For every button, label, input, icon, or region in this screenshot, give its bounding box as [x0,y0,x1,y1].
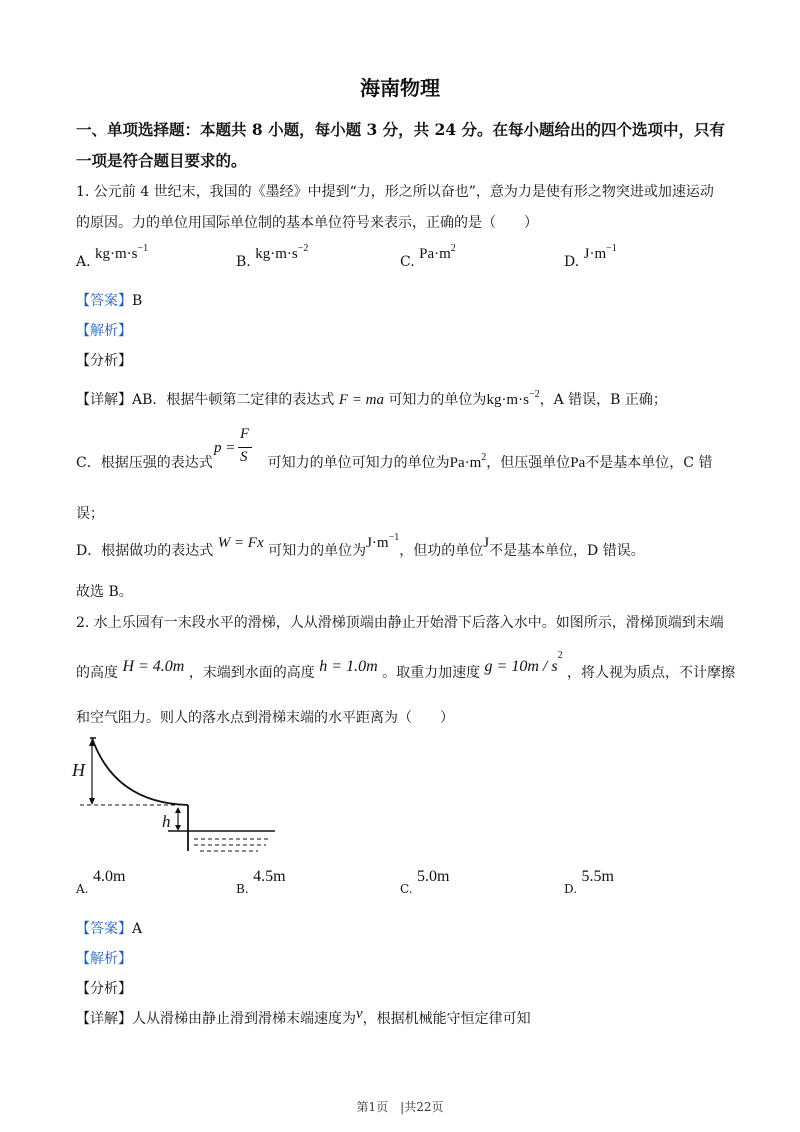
q2-stem-line2: 的高度 H = 4.0m ，末端到水面的高度 h = 1.0m 。取重力加速度 $g = 10m / s^2$ ，将人视为质点，不计摩擦 [76,650,736,681]
fraction-bar [238,447,252,448]
q2-fenxi-label: 【分析】 [76,981,132,997]
q1-detail-ab: 【详解】AB．根据牛顿第二定律的表达式 F = ma 可知力的单位为$kg\cdot m\cdot s^{-2}$，A 错误，B 正确； [76,389,667,408]
pressure-formula-lhs: p = [214,440,236,456]
section-heading: 一、单项选择题：本题共 8 小题，每小题 3 分，共 24 分。在每小题给出的四个选项中，只有 [76,120,726,139]
q1-conclusion: 故选 B。 [76,584,133,600]
section-heading-cont: 一项是符合题目要求的。 [76,151,247,170]
q1-option-a: A. $kg\cdot m\cdot s^{-1}$ [76,243,149,270]
q1-detail-c-cont: 误； [76,506,104,522]
q1-answer: 【答案】B [76,293,143,309]
q2-stem-line3: 和空气阻力。则人的落水点到滑梯末端的水平距离为（ ） [76,710,454,726]
q2-option-b: B. 4.5m [236,868,286,896]
q1-option-d: D. $J\cdot m^{-1}$ [564,243,617,270]
fig-label-H: H [72,760,85,780]
q1-stem-line2: 的原因。力的单位用国际单位制的基本单位符号来表示，正确的是（ ） [76,215,538,231]
q1-analysis-label: 【解析】 [76,323,132,339]
q2-stem-line1: 2. 水上乐园有一末段水平的滑梯，人从滑梯顶端由静止开始滑下后落入水中。如图所示，滑梯顶端到末端 [76,615,724,631]
fig-label-h: h [162,812,171,831]
q2-option-d: D. 5.5m [564,868,614,896]
q1-detail-c: C．根据压强的表达式 可知力的单位可知力的单位为$Pa\cdot m^2$，但压强单位Pa不是基本单位，C 错 [76,452,713,471]
page-footer: 第1页 |共22页 [356,1100,444,1114]
q1-stem-line1: 1. 公元前 4 世纪末，我国的《墨经》中提到“力，形之所以奋也”，意为力是使有形之物突进或加速运动 [76,184,714,200]
q2-option-a: A. 4.0m [76,868,126,896]
slide-figure [70,733,280,858]
q2-analysis-label: 【解析】 [76,951,132,967]
q2-option-c: C. 5.0m [400,868,450,896]
pressure-formula-numerator: F [240,426,250,442]
q1-fenxi-label: 【分析】 [76,353,132,369]
q2-answer: 【答案】A [76,921,143,937]
q1-option-b: B. $kg\cdot m\cdot s^{-2}$ [236,243,309,270]
q1-option-c: C. $Pa\cdot m^2$ [400,243,456,270]
slide-curve [92,738,188,805]
pressure-formula-denominator: S [240,449,248,465]
q1-detail-d: D．根据做功的表达式 W = Fx 可知力的单位为$J\cdot m^{-1}$，但功的单位J不是基本单位，D 错误。 [76,532,645,559]
q2-detail: 【详解】人从滑梯由静止滑到滑梯末端速度为v，根据机械能守恒定律可知 [76,1006,531,1027]
page-title: 海南物理 [360,76,440,100]
